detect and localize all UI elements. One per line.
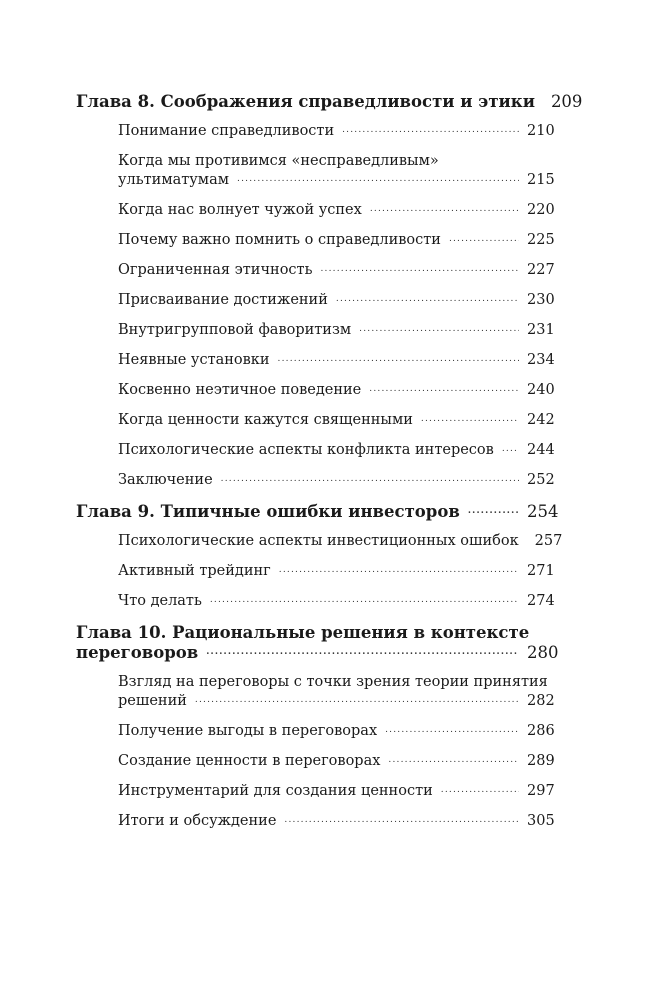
entry-title: Косвенно неэтичное поведение <box>118 382 362 398</box>
dot-leader <box>320 264 519 276</box>
dot-leader <box>359 324 519 336</box>
entry-title: Понимание справедливости <box>118 123 335 139</box>
chapter-title: переговоров <box>76 643 199 662</box>
toc-entry <box>118 562 555 581</box>
entry-title: Итоги и обсуждение <box>118 813 277 829</box>
chapter-block <box>76 623 559 831</box>
toc-entry <box>118 261 555 280</box>
dot-leader <box>502 444 519 456</box>
entry-page-number: 252 <box>527 472 555 488</box>
entry-title: Ограниченная этичность <box>118 262 313 278</box>
entry-title: Получение выгоды в переговорах <box>118 723 378 739</box>
entry-title: Присваивание достижений <box>118 292 328 308</box>
entry-row <box>118 782 555 801</box>
chapter-label: Глава 9. <box>76 502 155 521</box>
dot-leader <box>385 725 519 737</box>
entry-page-number: 286 <box>527 723 555 739</box>
entry-page-number: 271 <box>527 563 555 579</box>
toc-entry <box>118 351 555 370</box>
entry-row <box>118 122 555 141</box>
toc-entry <box>118 441 555 460</box>
toc-entry <box>118 231 555 250</box>
dot-leader <box>441 785 519 797</box>
toc-entry <box>118 381 555 400</box>
entry-title: Почему важно помнить о справедливости <box>118 232 441 248</box>
entry-row <box>118 411 555 430</box>
chapter-label: Глава 10. <box>76 623 167 642</box>
chapter-title-wrap <box>76 502 460 522</box>
entry-row <box>118 171 555 190</box>
entry-page-number: 220 <box>527 202 555 218</box>
chapter-heading <box>76 623 559 663</box>
dot-leader <box>237 174 519 186</box>
dot-leader <box>342 125 519 137</box>
entry-page-number: 289 <box>527 753 555 769</box>
entry-title: Создание ценности в переговорах <box>118 753 381 769</box>
dot-leader <box>279 565 519 577</box>
section-list <box>76 122 555 490</box>
entry-page-number: 244 <box>527 442 555 458</box>
entry-row <box>118 441 555 460</box>
chapter-heading <box>76 92 583 112</box>
chapter-title: Соображения справедливости и этики <box>160 92 535 111</box>
dot-leader <box>388 755 519 767</box>
dot-leader <box>468 506 519 518</box>
chapter-page-number: 280 <box>527 643 559 662</box>
toc-entry <box>118 812 555 831</box>
dot-leader <box>449 234 519 246</box>
chapter-title: Типичные ошибки инвесторов <box>160 502 460 521</box>
chapter-title-row <box>76 502 559 522</box>
dot-leader <box>221 474 519 486</box>
chapter-title-row <box>76 92 583 112</box>
entry-row <box>118 321 555 340</box>
toc-entry <box>118 152 555 190</box>
entry-title: Инструментарий для создания ценности <box>118 783 433 799</box>
entry-row <box>118 562 555 581</box>
chapter-title-row <box>76 643 559 663</box>
entry-page-number: 242 <box>527 412 555 428</box>
entry-title: Когда нас волнует чужой успех <box>118 202 362 218</box>
entry-row <box>118 351 555 370</box>
chapter-page-number: 254 <box>527 502 559 521</box>
entry-row <box>118 261 555 280</box>
entry-page-number: 225 <box>527 232 555 248</box>
chapter-label: Глава 8. <box>76 92 155 111</box>
entry-title: Заключение <box>118 472 213 488</box>
entry-page-number: 227 <box>527 262 555 278</box>
entry-row <box>118 381 555 400</box>
entry-row <box>118 722 555 741</box>
toc-entry <box>118 782 555 801</box>
dot-leader <box>421 414 519 426</box>
entry-title: Активный трейдинг <box>118 563 271 579</box>
dot-leader <box>284 815 519 827</box>
entry-page-number: 305 <box>527 813 555 829</box>
dot-leader <box>336 294 519 306</box>
entry-page-number: 210 <box>527 123 555 139</box>
entry-row <box>118 812 555 831</box>
dot-leader <box>370 204 519 216</box>
entry-row <box>118 471 555 490</box>
table-of-contents <box>76 92 583 843</box>
chapter-block <box>76 502 563 611</box>
toc-entry <box>118 321 555 340</box>
chapter-page-number: 209 <box>550 92 583 111</box>
dot-leader <box>278 354 519 366</box>
entry-title: Неявные установки <box>118 352 270 368</box>
entry-row <box>118 692 555 711</box>
dot-leader <box>369 384 519 396</box>
toc-entry <box>118 471 555 490</box>
entry-row <box>118 201 555 220</box>
dot-leader <box>210 595 519 607</box>
entry-title: Когда ценности кажутся священными <box>118 412 413 428</box>
entry-page-number: 274 <box>527 593 555 609</box>
toc-entry <box>118 752 555 771</box>
entry-title: Что делать <box>118 593 202 609</box>
entry-row <box>118 231 555 250</box>
toc-entry <box>118 592 555 611</box>
toc-entry <box>118 673 555 711</box>
entry-row <box>118 592 555 611</box>
entry-title: Психологические аспекты конфликта интересов <box>118 442 494 458</box>
chapter-block <box>76 92 583 490</box>
entry-title: решений <box>118 693 187 709</box>
entry-row <box>118 291 555 310</box>
chapter-title-wrap <box>76 92 535 112</box>
section-list <box>76 673 555 831</box>
toc-entry <box>118 722 555 741</box>
entry-page-number: 240 <box>527 382 555 398</box>
entry-page-number: 230 <box>527 292 555 308</box>
entry-title: Психологические аспекты инвестиционных ошибок <box>118 533 519 549</box>
dot-leader <box>206 647 519 659</box>
toc-entry <box>118 291 555 310</box>
entry-title: Внутригрупповой фаворитизм <box>118 322 352 338</box>
entry-row <box>118 532 563 551</box>
toc-entry <box>118 411 555 430</box>
entry-title-line: Взгляд на переговоры с точки зрения теории принятия <box>118 674 548 690</box>
entry-page-number: 234 <box>527 352 555 368</box>
toc-entry <box>118 201 555 220</box>
entry-page-number: 215 <box>527 172 555 188</box>
entry-page-number: 297 <box>527 783 555 799</box>
chapter-title-first: Рациональные решения в контексте <box>172 623 530 642</box>
toc-entry <box>118 532 563 551</box>
entry-page-number: 257 <box>534 533 563 549</box>
dot-leader <box>195 695 519 707</box>
entry-row <box>118 752 555 771</box>
chapter-heading <box>76 502 559 522</box>
chapter-title-line <box>76 623 551 643</box>
entry-title: ультиматумам <box>118 172 230 188</box>
entry-page-number: 282 <box>527 693 555 709</box>
section-list <box>76 532 563 611</box>
entry-title-line: Когда мы противимся «несправедливым» <box>118 153 439 169</box>
toc-entry <box>118 122 555 141</box>
entry-page-number: 231 <box>527 322 555 338</box>
